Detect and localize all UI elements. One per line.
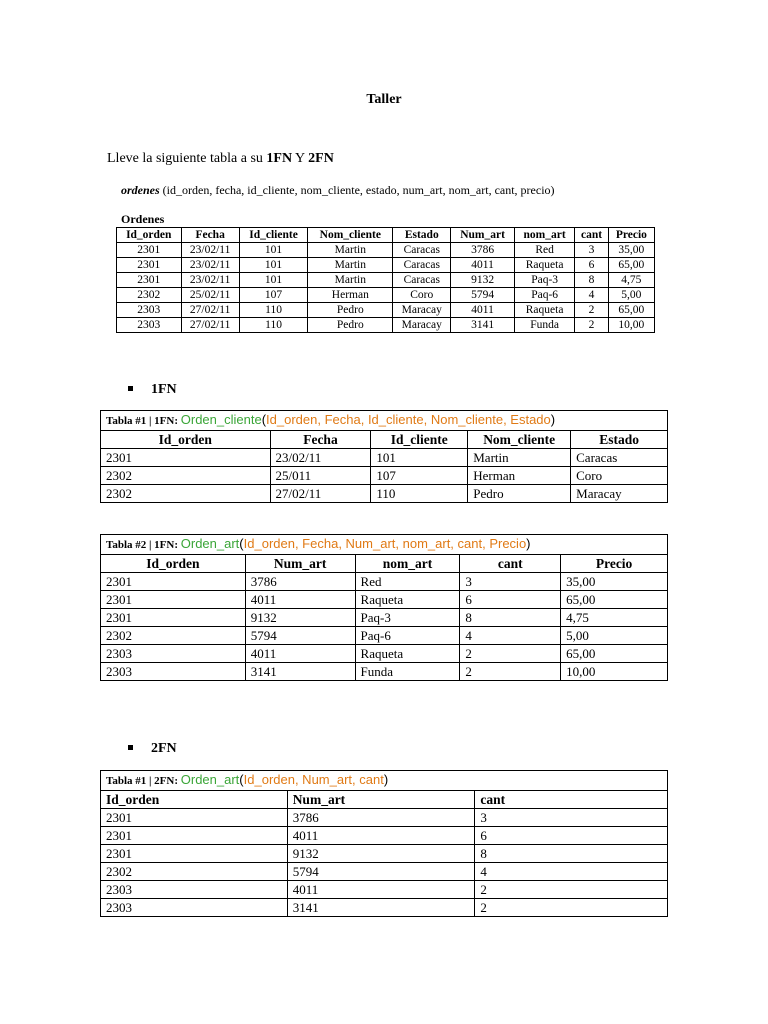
- instruction-2fn: 2FN: [308, 151, 334, 166]
- table-row: [101, 485, 668, 503]
- table-header-cell: Nom_cliente: [468, 431, 571, 449]
- table-header-cell: cant: [475, 791, 668, 809]
- table-row: [101, 645, 668, 663]
- table-cell: 9132: [245, 609, 355, 627]
- table-cell: Pedro: [308, 318, 393, 333]
- table-header-cell: nom_art: [355, 555, 460, 573]
- table-row: [117, 273, 655, 288]
- original-header-cell: cant: [575, 228, 608, 243]
- table-row: [101, 573, 668, 591]
- table-row: [117, 288, 655, 303]
- section-1fn-bullet: [128, 382, 177, 398]
- table-cell: 3: [475, 809, 668, 827]
- table-header-cell: cant: [460, 555, 561, 573]
- table-cell: Herman: [308, 288, 393, 303]
- table-cell: 4: [575, 288, 608, 303]
- table-row: [101, 663, 668, 681]
- table-row: [117, 258, 655, 273]
- table-cell: 65,00: [608, 303, 654, 318]
- table-header-row: [101, 431, 668, 449]
- table-cell: 8: [575, 273, 608, 288]
- table-row: [101, 881, 668, 899]
- table-header-cell: Estado: [571, 431, 668, 449]
- table-cell: 2302: [117, 288, 182, 303]
- table-cell: 8: [460, 609, 561, 627]
- table-cell: 2303: [117, 303, 182, 318]
- table-row: [101, 449, 668, 467]
- section-2fn-bullet: [128, 741, 177, 757]
- table-cell: Maracay: [393, 303, 451, 318]
- table-header-cell: Precio: [561, 555, 668, 573]
- table-cell: 4011: [451, 303, 515, 318]
- original-header-cell: Id_orden: [117, 228, 182, 243]
- table-cell: 4: [460, 627, 561, 645]
- table-caption: [101, 771, 668, 791]
- table-cell: 2: [575, 303, 608, 318]
- section-2fn-label: 2FN: [151, 741, 177, 756]
- table-cell: Paq-3: [355, 609, 460, 627]
- bullet-square-icon: [128, 745, 133, 750]
- table-cell: Martin: [308, 243, 393, 258]
- table-caption-fields: Id_orden, Fecha, Id_cliente, Nom_cliente, Estado: [266, 412, 551, 427]
- instruction-prefix: Lleve la siguiente tabla a su: [107, 151, 267, 166]
- table-cell: 65,00: [561, 591, 668, 609]
- table-header-cell: Id_orden: [101, 431, 271, 449]
- table-row: [101, 591, 668, 609]
- table-cell: 4011: [245, 645, 355, 663]
- table-caption-row: [101, 411, 668, 431]
- table-row: [101, 863, 668, 881]
- original-header-cell: Nom_cliente: [308, 228, 393, 243]
- table-cell: 2303: [101, 663, 246, 681]
- table-cell: 3786: [287, 809, 475, 827]
- table-cell: 65,00: [608, 258, 654, 273]
- table-header-row: [101, 791, 668, 809]
- table-header-cell: Id_cliente: [371, 431, 468, 449]
- table-cell: Paq-6: [355, 627, 460, 645]
- table-cell: Raqueta: [355, 645, 460, 663]
- table-caption-fields: Id_orden, Fecha, Num_art, nom_art, cant, Precio: [243, 536, 527, 551]
- table-cell: Caracas: [571, 449, 668, 467]
- table-caption-fields: Id_orden, Num_art, cant: [243, 772, 384, 787]
- table-cell: 2301: [117, 273, 182, 288]
- table-cell: 2303: [101, 899, 288, 917]
- table-cell: 2302: [101, 627, 246, 645]
- table-cell: 2301: [101, 591, 246, 609]
- table-cell: 5,00: [561, 627, 668, 645]
- table-caption-open-paren: (: [239, 772, 244, 787]
- table-cell: 6: [460, 591, 561, 609]
- table-1fn-orden-art: [100, 534, 668, 681]
- table-row: [101, 467, 668, 485]
- table-cell: 2301: [101, 573, 246, 591]
- table-cell: 2303: [101, 881, 288, 899]
- table-cell: 110: [239, 318, 308, 333]
- table-cell: 3141: [287, 899, 475, 917]
- table-cell: 9132: [451, 273, 515, 288]
- table-cell: 3: [575, 243, 608, 258]
- table-row: [101, 609, 668, 627]
- instruction-1fn: 1FN: [266, 151, 293, 166]
- table-cell: 101: [239, 273, 308, 288]
- table-caption: [101, 411, 668, 431]
- schema-name: ordenes: [121, 183, 160, 197]
- table-cell: 2: [475, 881, 668, 899]
- table-cell: 27/02/11: [181, 303, 239, 318]
- table-cell: 2: [475, 899, 668, 917]
- table-cell: 110: [371, 485, 468, 503]
- table-cell: 101: [239, 258, 308, 273]
- table-caption-label: Tabla #1 | 2FN:: [106, 775, 181, 787]
- original-header-row: [117, 228, 655, 243]
- table-cell: 3786: [451, 243, 515, 258]
- table-cell: 6: [575, 258, 608, 273]
- table-cell: Martin: [468, 449, 571, 467]
- table-cell: 4: [475, 863, 668, 881]
- schema-fields: (id_orden, fecha, id_cliente, nom_cliente, estado, num_art, nom_art, cant, precio): [159, 183, 555, 197]
- table-cell: 23/02/11: [181, 273, 239, 288]
- table-cell: Martin: [308, 273, 393, 288]
- table-cell: 2301: [101, 449, 271, 467]
- table-cell: 4,75: [561, 609, 668, 627]
- original-table-body: [117, 243, 655, 333]
- table-cell: Caracas: [393, 243, 451, 258]
- table-cell: Red: [514, 243, 574, 258]
- table-cell: 27/02/11: [270, 485, 371, 503]
- table-cell: 2302: [101, 485, 271, 503]
- original-table-title: Ordenes: [121, 212, 165, 226]
- table-cell: Paq-6: [514, 288, 574, 303]
- original-header-cell: Estado: [393, 228, 451, 243]
- table-cell: 4011: [287, 881, 475, 899]
- table-2fn-orden-art: [100, 770, 668, 917]
- table-cell: 2301: [101, 809, 288, 827]
- table-caption-name: Orden_art: [180, 772, 240, 787]
- table-cell: 107: [239, 288, 308, 303]
- table-caption-close-paren: ): [550, 412, 556, 427]
- table-cell: Maracay: [571, 485, 668, 503]
- table-cell: 4011: [287, 827, 475, 845]
- table-row: [101, 627, 668, 645]
- table-cell: Coro: [393, 288, 451, 303]
- table-cell: 2301: [101, 609, 246, 627]
- table-cell: 25/011: [270, 467, 371, 485]
- table-cell: 2301: [101, 827, 288, 845]
- table-cell: Raqueta: [355, 591, 460, 609]
- table-cell: 23/02/11: [181, 243, 239, 258]
- table-cell: Raqueta: [514, 303, 574, 318]
- table-cell: Herman: [468, 467, 571, 485]
- table-cell: Red: [355, 573, 460, 591]
- table-cell: 2303: [101, 645, 246, 663]
- table-cell: 2303: [117, 318, 182, 333]
- table-cell: 35,00: [561, 573, 668, 591]
- table-header-cell: Fecha: [270, 431, 371, 449]
- table-cell: Martin: [308, 258, 393, 273]
- table-header-cell: Num_art: [245, 555, 355, 573]
- table-cell: 5,00: [608, 288, 654, 303]
- table-caption-close-paren: ): [383, 772, 389, 787]
- table-cell: 2: [460, 645, 561, 663]
- instruction-text: [107, 151, 334, 167]
- table-cell: 107: [371, 467, 468, 485]
- table-caption-label: Tabla #1 | 1FN:: [106, 415, 181, 427]
- table-caption-label: Tabla #2 | 1FN:: [106, 539, 181, 551]
- table-row: [101, 827, 668, 845]
- table-cell: 8: [475, 845, 668, 863]
- table-cell: 2301: [101, 845, 288, 863]
- table-row: [117, 243, 655, 258]
- table-cell: 35,00: [608, 243, 654, 258]
- table-cell: Funda: [514, 318, 574, 333]
- table-row: [117, 303, 655, 318]
- table-cell: 101: [371, 449, 468, 467]
- table-cell: 5794: [451, 288, 515, 303]
- table-cell: Funda: [355, 663, 460, 681]
- table-cell: Raqueta: [514, 258, 574, 273]
- table-cell: Caracas: [393, 258, 451, 273]
- table-row: [101, 809, 668, 827]
- table-cell: 10,00: [608, 318, 654, 333]
- table-cell: 2301: [117, 258, 182, 273]
- table-cell: 23/02/11: [181, 258, 239, 273]
- table-caption-open-paren: (: [261, 412, 267, 427]
- table-cell: 110: [239, 303, 308, 318]
- table-cell: Caracas: [393, 273, 451, 288]
- table-cell: 3786: [245, 573, 355, 591]
- table-1fn-orden-cliente: [100, 410, 668, 503]
- table-cell: 23/02/11: [270, 449, 371, 467]
- table-cell: 65,00: [561, 645, 668, 663]
- original-orders-table: [116, 227, 655, 333]
- table-cell: 3141: [451, 318, 515, 333]
- table-header-cell: Num_art: [287, 791, 475, 809]
- table-cell: Pedro: [308, 303, 393, 318]
- schema-definition: [121, 183, 555, 198]
- table-cell: 10,00: [561, 663, 668, 681]
- table-header-cell: Id_orden: [101, 791, 288, 809]
- table-caption-row: [101, 535, 668, 555]
- table-cell: 2302: [101, 467, 271, 485]
- table-cell: 2302: [101, 863, 288, 881]
- table-header-cell: Id_orden: [101, 555, 246, 573]
- table-cell: 4011: [245, 591, 355, 609]
- table-cell: 9132: [287, 845, 475, 863]
- original-header-cell: Fecha: [181, 228, 239, 243]
- table-caption-row: [101, 771, 668, 791]
- original-header-cell: Precio: [608, 228, 654, 243]
- table-header-row: [101, 555, 668, 573]
- table-cell: 25/02/11: [181, 288, 239, 303]
- table-cell: 2301: [117, 243, 182, 258]
- table-cell: Maracay: [393, 318, 451, 333]
- section-1fn-label: 1FN: [151, 382, 177, 397]
- table-cell: 4011: [451, 258, 515, 273]
- bullet-square-icon: [128, 386, 133, 391]
- table-cell: 101: [239, 243, 308, 258]
- instruction-mid: Y: [292, 151, 309, 166]
- table-cell: 4,75: [608, 273, 654, 288]
- original-header-cell: Id_cliente: [239, 228, 308, 243]
- original-header-cell: nom_art: [514, 228, 574, 243]
- table-caption-close-paren: ): [526, 536, 531, 551]
- table-cell: 27/02/11: [181, 318, 239, 333]
- table-cell: Paq-3: [514, 273, 574, 288]
- table-cell: 2: [575, 318, 608, 333]
- table-cell: 5794: [287, 863, 475, 881]
- table-cell: 2: [460, 663, 561, 681]
- table-caption-open-paren: (: [239, 536, 244, 551]
- table-caption-name: Orden_art: [180, 536, 240, 551]
- table-caption: [101, 535, 668, 555]
- original-header-cell: Num_art: [451, 228, 515, 243]
- table-row: [101, 845, 668, 863]
- table-cell: 5794: [245, 627, 355, 645]
- table-cell: 3: [460, 573, 561, 591]
- table-cell: Pedro: [468, 485, 571, 503]
- document-title: Taller: [366, 92, 402, 107]
- table-cell: Coro: [571, 467, 668, 485]
- table-caption-name: Orden_cliente: [180, 412, 262, 427]
- table-row: [117, 318, 655, 333]
- table-row: [101, 899, 668, 917]
- table-cell: 6: [475, 827, 668, 845]
- table-cell: 3141: [245, 663, 355, 681]
